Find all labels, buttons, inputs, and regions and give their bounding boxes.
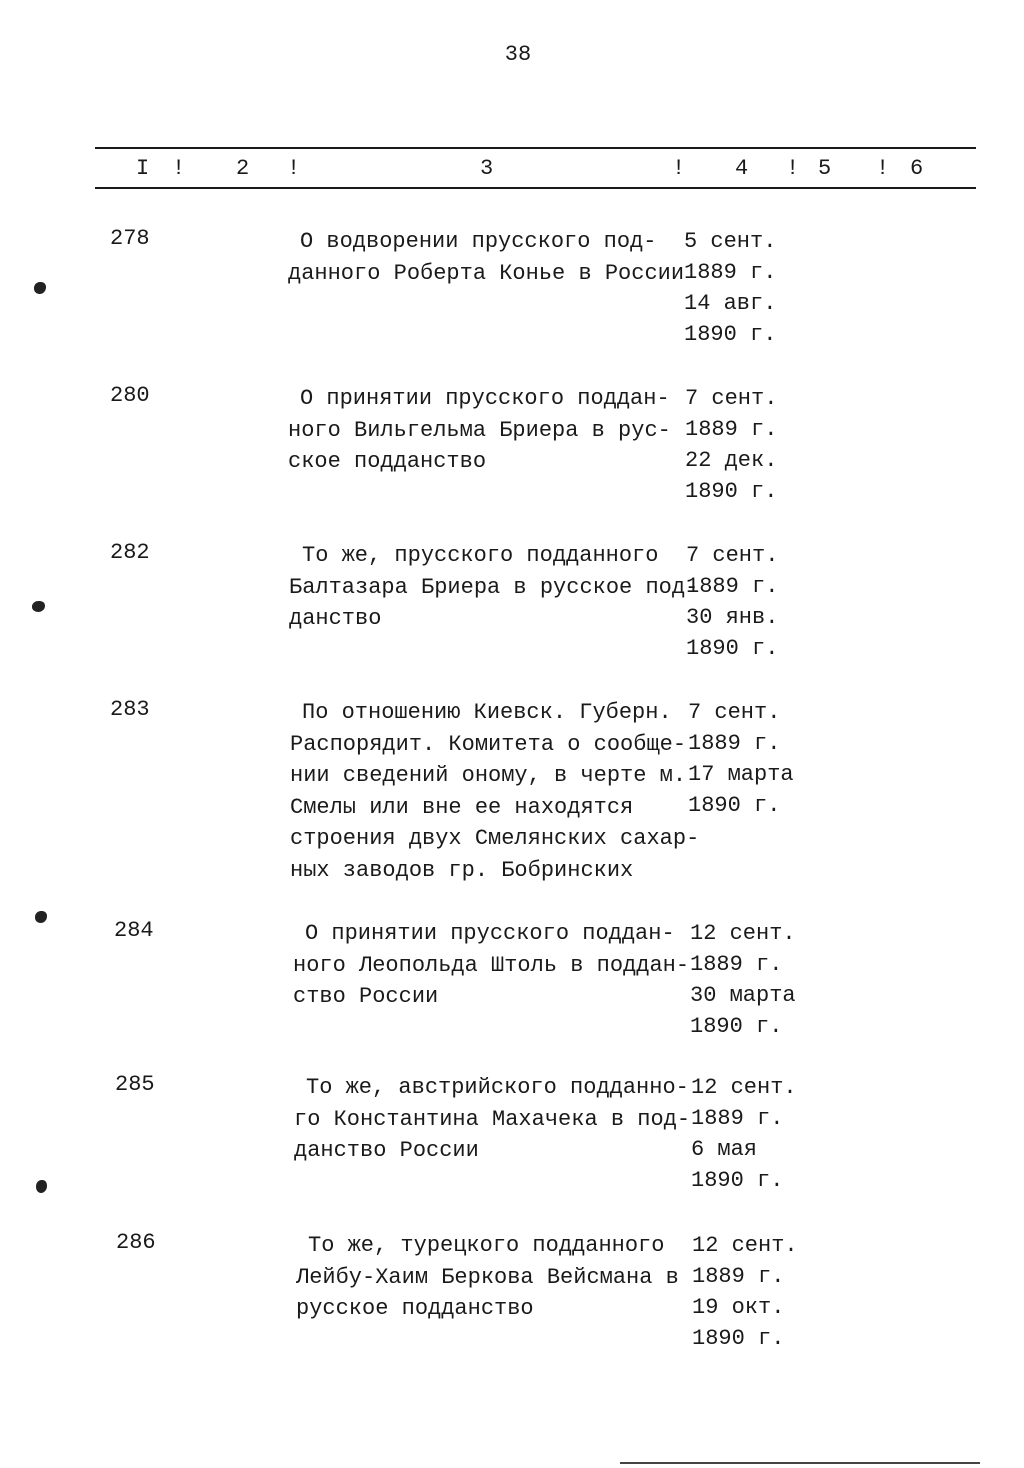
date-line: 1890 г. — [691, 1168, 784, 1193]
date-line: 1889 г. — [684, 260, 777, 285]
description-line: данство — [289, 606, 382, 631]
description-line: ного Леопольда Штоль в поддан- — [293, 952, 690, 978]
column-separator: ! — [786, 156, 800, 181]
date-line: 30 марта — [690, 983, 796, 1008]
entry-number: 283 — [110, 697, 150, 722]
column-separator: ! — [672, 156, 686, 181]
entry-number: 278 — [110, 226, 150, 251]
page-number: 38 — [504, 42, 532, 67]
description-line: О принятии прусского поддан- — [305, 921, 675, 946]
entry-dates — [684, 226, 814, 350]
date-line: 7 сент. — [686, 543, 779, 568]
description-line: О принятии прусского поддан- — [300, 386, 670, 411]
date-line: 1889 г. — [691, 1106, 784, 1131]
binding-hole-mark — [34, 282, 46, 294]
entry-dates — [688, 697, 818, 821]
date-line: 1890 г. — [686, 636, 779, 661]
date-line: 12 сент. — [690, 921, 796, 946]
description-line: О водворении прусского под- — [300, 229, 657, 254]
entry-dates — [690, 918, 820, 1042]
date-line: 1890 г. — [684, 322, 777, 347]
description-line: ское подданство — [288, 449, 487, 474]
date-line: 6 мая — [691, 1137, 758, 1162]
description-line: русское подданство — [296, 1296, 534, 1321]
entry-description — [289, 540, 709, 635]
column-separator: ! — [287, 156, 301, 181]
entry-dates — [691, 1072, 821, 1196]
date-line: 1889 г. — [688, 731, 781, 756]
date-line: 5 сент. — [684, 229, 777, 254]
description-line: По отношению Киевск. Губерн. — [302, 700, 672, 725]
page-bottom-rule — [620, 1462, 980, 1464]
column-header-2: 2 — [236, 156, 250, 181]
entry-number: 284 — [114, 918, 154, 943]
column-header-3: 3 — [480, 156, 494, 181]
date-line: 1890 г. — [688, 793, 781, 818]
description-line: ного Вильгельма Бриера в рус- — [288, 417, 671, 443]
date-line: 30 янв. — [686, 605, 779, 630]
date-line: 19 окт. — [692, 1295, 785, 1320]
column-header-6: 6 — [910, 156, 924, 181]
date-line: 17 марта — [688, 762, 794, 787]
binding-hole-mark — [32, 601, 45, 612]
description-line: строения двух Смелянских сахар- — [290, 826, 700, 851]
entry-description — [290, 697, 710, 886]
entry-number: 282 — [110, 540, 150, 565]
entry-description — [288, 226, 708, 289]
description-line: То же, прусского подданного — [302, 543, 659, 568]
date-line: 14 авг. — [684, 291, 777, 316]
entry-dates — [685, 383, 815, 507]
description-line: нии сведений оному, в черте м. — [290, 763, 687, 788]
entry-description — [293, 918, 713, 1013]
description-line: То же, турецкого подданного — [308, 1233, 665, 1258]
description-line: данство России — [294, 1138, 479, 1163]
description-line: Распорядит. Комитета о сообще- — [290, 731, 687, 757]
date-line: 1890 г. — [685, 479, 778, 504]
date-line: 7 сент. — [685, 386, 778, 411]
column-header-4: 4 — [735, 156, 749, 181]
entry-dates — [692, 1230, 822, 1354]
column-separator: ! — [876, 156, 890, 181]
binding-hole-mark — [35, 911, 47, 923]
description-line: То же, австрийского подданно- — [306, 1075, 689, 1100]
date-line: 12 сент. — [692, 1233, 798, 1258]
entry-number: 285 — [115, 1072, 155, 1097]
description-line: данного Роберта Конье в России — [288, 260, 685, 286]
description-line: Лейбу-Хаим Беркова Вейсмана в — [296, 1264, 679, 1290]
date-line: 22 дек. — [685, 448, 778, 473]
entry-description — [294, 1072, 714, 1167]
date-line: 7 сент. — [688, 700, 781, 725]
column-separator: ! — [172, 156, 186, 181]
binding-hole-mark — [36, 1180, 47, 1193]
entry-number: 286 — [116, 1230, 156, 1255]
date-line: 1890 г. — [692, 1326, 785, 1351]
description-line: го Константина Махачека в под- — [294, 1106, 691, 1132]
description-line: Смелы или вне ее находятся — [290, 794, 634, 820]
date-line: 12 сент. — [691, 1075, 797, 1100]
table-header-top-rule — [95, 147, 976, 149]
date-line: 1889 г. — [692, 1264, 785, 1289]
description-line: ство России — [293, 984, 439, 1009]
entry-number: 280 — [110, 383, 150, 408]
date-line: 1889 г. — [690, 952, 783, 977]
column-header-5: 5 — [818, 156, 832, 181]
description-line: ных заводов гр. Бобринских — [290, 857, 634, 883]
table-header-bottom-rule — [95, 187, 976, 189]
entry-dates — [686, 540, 816, 664]
entry-description — [288, 383, 708, 478]
date-line: 1889 г. — [685, 417, 778, 442]
entry-description — [296, 1230, 716, 1325]
column-header-1: I — [136, 156, 150, 181]
description-line: Балтазара Бриера в русское под- — [289, 574, 699, 600]
date-line: 1889 г. — [686, 574, 779, 599]
date-line: 1890 г. — [690, 1014, 783, 1039]
